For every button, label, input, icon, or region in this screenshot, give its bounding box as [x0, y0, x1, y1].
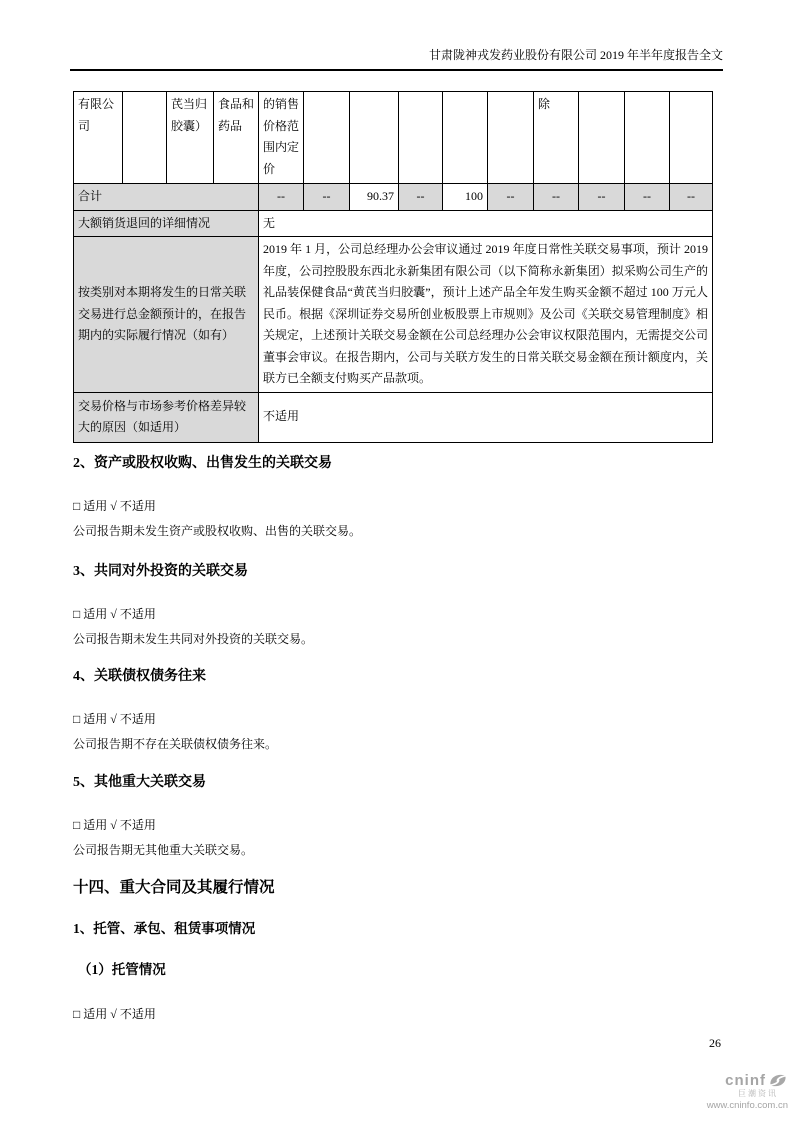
row-value: 无: [259, 210, 713, 237]
page-header: [70, 48, 723, 71]
page-number: 26: [709, 1036, 721, 1050]
cninfo-chinese-name: 巨潮资讯: [738, 1089, 778, 1098]
cninfo-logo: [678, 1072, 788, 1111]
table-cell: [123, 92, 167, 184]
section-asset-equity-transactions: [73, 455, 723, 539]
section-related-credits-debts: [73, 668, 723, 752]
total-cell: --: [488, 184, 534, 211]
section-body: 公司报告期不存在关联债权债务往来。: [73, 737, 278, 751]
row-label: 交易价格与市场参考价格差异较大的原因（如适用）: [74, 392, 259, 442]
chapter-heading: 十四、重大合同及其履行情况: [73, 879, 275, 896]
table-cell: [488, 92, 534, 184]
applicability-line: □ 适用 √ 不适用: [73, 712, 156, 726]
table-row-price-difference: [74, 392, 713, 442]
table-total-row: [74, 184, 713, 211]
table-cell: 食品和药品: [214, 92, 259, 184]
table-cell: [350, 92, 399, 184]
table-cell: [625, 92, 670, 184]
cninfo-logo-text: cninf: [725, 1072, 766, 1089]
table-cell: 芪当归胶囊）: [167, 92, 214, 184]
applicability-line: □ 适用 √ 不适用: [73, 607, 156, 621]
section-heading: 3、共同对外投资的关联交易: [73, 564, 248, 579]
table-cell: [443, 92, 488, 184]
total-row-label: 合计: [74, 184, 259, 211]
subsection-heading: 1、托管、承包、租赁事项情况: [73, 921, 256, 936]
row-value: 不适用: [259, 392, 713, 442]
section-body: 公司报告期未发生资产或股权收购、出售的关联交易。: [73, 524, 362, 538]
table-cell: 有限公司: [74, 92, 123, 184]
total-cell: --: [670, 184, 713, 211]
total-cell-percent: 100: [443, 184, 488, 211]
table-cell: 的销售价格范围内定价: [259, 92, 304, 184]
section-heading: 4、关联债权债务往来: [73, 669, 206, 684]
section-body: 公司报告期未发生共同对外投资的关联交易。: [73, 632, 314, 646]
table-row-returns: [74, 210, 713, 237]
total-cell: --: [259, 184, 304, 211]
cninfo-swirl-icon: [768, 1072, 788, 1089]
section-body: 公司报告期无其他重大关联交易。: [73, 843, 254, 857]
table-cell: [304, 92, 350, 184]
section-joint-investment: [73, 563, 723, 647]
table-cell: [399, 92, 443, 184]
applicability-line: □ 适用 √ 不适用: [73, 818, 156, 832]
table-continuation-row: [74, 92, 713, 184]
row-label: 大额销货退回的详细情况: [74, 210, 259, 237]
row-label: 按类别对本期将发生的日常关联交易进行总金额预计的，在报告期内的实际履行情况（如有）: [74, 237, 259, 393]
total-cell: --: [534, 184, 579, 211]
page-header-title: 甘肃陇神戎发药业股份有限公司 2019 年半年度报告全文: [428, 48, 723, 62]
section-other-major-transactions: [73, 774, 723, 858]
total-cell: --: [625, 184, 670, 211]
subsubsection-heading: （1）托管情况: [78, 962, 166, 977]
applicability-line: □ 适用 √ 不适用: [73, 499, 156, 513]
table-row-estimate: [74, 237, 713, 393]
table-cell: [670, 92, 713, 184]
row-value-paragraph: 2019 年 1 月，公司总经理办公会审议通过 2019 年度日常性关联交易事项，预计 2019 年度，公司控股股东西北永新集团有限公司（以下简称永新集团）拟采购公司生产的礼品装保健食品“黄芪当归胶囊”，预计上述产品全年发生购买金额不超过 100 万元人民币。根据《深圳证券交易所创业板股票上市规则》及公司《关联交易管理制度》相关规定，上述预计关联交易金额在公司总经理办公会审议权限范围内，无需提交公司董事会审议。在报告期内，公司与关联方发生的日常关联交易金额在预计额度内，关联方已全额支付购买产品款项。: [259, 237, 713, 393]
daily-related-transactions-table: [73, 91, 713, 443]
cninfo-url: www.cninfo.com.cn: [706, 1100, 788, 1111]
total-cell: --: [304, 184, 350, 211]
total-cell: --: [579, 184, 625, 211]
table-cell: 除: [534, 92, 579, 184]
total-cell-amount: 90.37: [350, 184, 399, 211]
section-heading: 5、其他重大关联交易: [73, 775, 206, 790]
table-cell: [579, 92, 625, 184]
section-heading: 2、资产或股权收购、出售发生的关联交易: [73, 456, 332, 471]
applicability-line: □ 适用 √ 不适用: [73, 1007, 156, 1021]
total-cell: --: [399, 184, 443, 211]
